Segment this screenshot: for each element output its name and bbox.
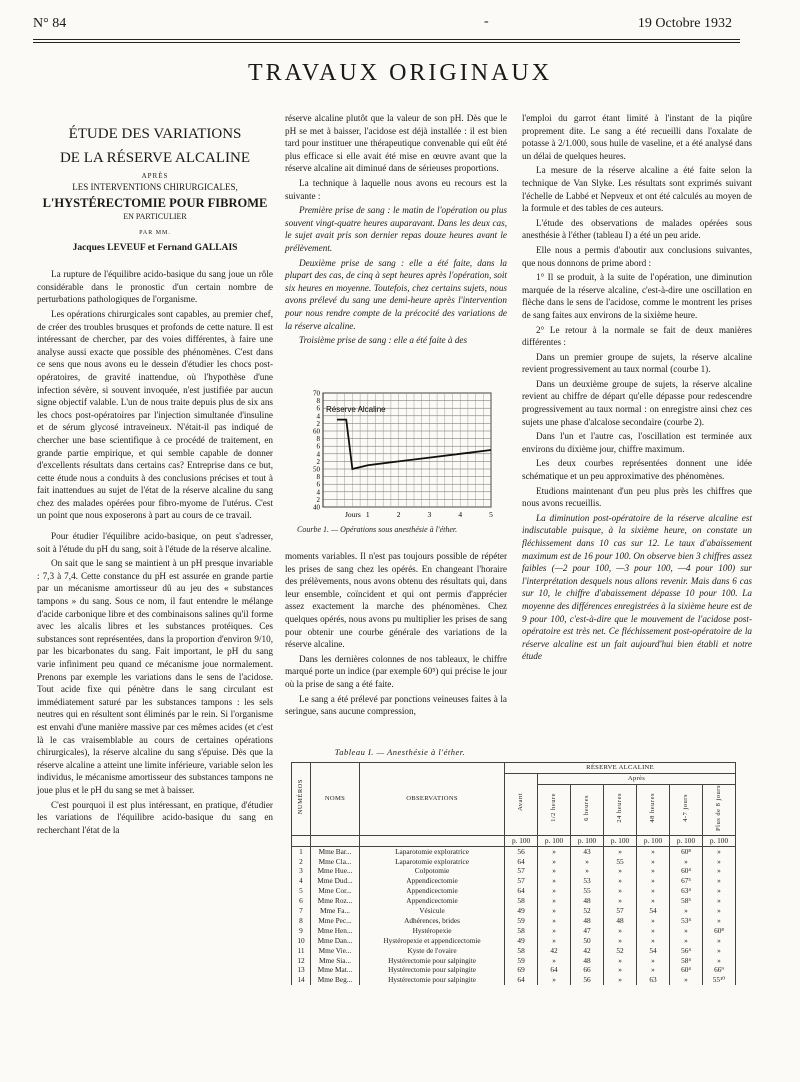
value-cell: 64 — [505, 975, 538, 985]
table-row — [292, 975, 736, 985]
value-cell: » — [637, 866, 670, 876]
col-header-sub: 6 heures — [583, 794, 591, 821]
paragraph: Deuxième prise de sang : elle a été faite, dans la plupart des cas, de cinq à sept heures après l'opération, soit six heures en moyenne. Toutefois, chez certains sujets, nous avons prélevé du sang une demi-heure après l'intervention pour nous rendre compte de la précocité des variations de la réserve alcaline. — [285, 257, 507, 331]
observation: Appendicectomie — [360, 896, 505, 906]
observation: Hystéropexie — [360, 926, 505, 936]
value-cell: 48 — [571, 956, 604, 966]
value-cell: » — [604, 965, 637, 975]
observation: Vésicule — [360, 906, 505, 916]
value-cell: 60⁸ — [702, 926, 735, 936]
patient-name: Mme Hue... — [311, 866, 360, 876]
value-cell: 42 — [538, 946, 571, 956]
value-cell: » — [604, 936, 637, 946]
paragraph: Dans l'un et l'autre cas, l'oscillation est terminée aux environs du dixième jour, chiffre maximum. — [522, 431, 752, 454]
value-cell: 54 — [637, 906, 670, 916]
value-cell: 58 — [505, 946, 538, 956]
observation: Adhérences, brides — [360, 916, 505, 926]
paragraph: La mesure de la réserve alcaline a été faite selon la technique de Van Slyke. Les résultats sont exprimés suivant l'échelle de Labbé et Nepveux et ont été calculés au moyen de la formule et des tables de ces auteurs. — [522, 165, 752, 214]
y-tick-label: 4 — [316, 412, 320, 421]
unit-cell: p. 100 — [702, 835, 735, 846]
article-title-line1: ÉTUDE DES VARIATIONS — [68, 126, 242, 142]
col-header-sub: 4-7 jours — [682, 793, 690, 822]
value-cell: 49 — [505, 906, 538, 916]
patient-name: Mme Bar... — [311, 846, 360, 856]
value-cell: » — [604, 886, 637, 896]
value-cell: » — [702, 857, 735, 867]
x-tick-label: 5 — [489, 510, 493, 519]
paragraph: Troisième prise de sang : elle a été faite à des — [299, 335, 468, 346]
value-cell: » — [637, 886, 670, 896]
value-cell: 63⁴ — [670, 886, 703, 896]
value-cell: 48 — [571, 896, 604, 906]
value-cell: 55¹⁰ — [702, 975, 735, 985]
article-subtitle1: LES INTERVENTIONS CHIRURGICALES, — [72, 182, 238, 192]
row-number: 2 — [292, 857, 311, 867]
value-cell: » — [702, 936, 735, 946]
article-after: APRÈS — [141, 172, 169, 180]
y-tick-label: 4 — [316, 488, 320, 497]
value-cell: » — [538, 857, 571, 867]
data-table — [291, 762, 736, 985]
value-cell: 64 — [505, 857, 538, 867]
value-cell: 58 — [505, 896, 538, 906]
table-row — [292, 857, 736, 867]
row-number: 9 — [292, 926, 311, 936]
value-cell: » — [571, 866, 604, 876]
col-header-numeros: NUMÉROS — [297, 779, 305, 815]
col-header-avant: Avant — [517, 793, 525, 812]
y-tick-label: 70 — [313, 389, 320, 398]
value-cell: » — [702, 876, 735, 886]
value-cell: » — [670, 936, 703, 946]
patient-name: Mme Pec... — [311, 916, 360, 926]
observation: Laparotomie exploratrice — [360, 857, 505, 867]
paragraph: Dans un premier groupe de sujets, la réserve alcaline revient progressivement au taux normal (courbe 1). — [522, 351, 752, 375]
value-cell: » — [702, 866, 735, 876]
y-tick-label: 8 — [316, 473, 320, 482]
value-cell: 59 — [505, 916, 538, 926]
patient-name: Mme Hen... — [311, 926, 360, 936]
value-cell: 54 — [637, 946, 670, 956]
header-rule — [33, 39, 740, 40]
table-row — [292, 896, 736, 906]
patient-name: Mme Cla... — [311, 857, 360, 867]
table-row — [292, 876, 736, 886]
value-cell: » — [604, 846, 637, 856]
value-cell: » — [637, 876, 670, 886]
value-cell: 64 — [505, 886, 538, 896]
paragraph: réserve alcaline plutôt que la valeur de son pH. Dès que le pH se met à baisser, l'acidose est déjà installée : il est bien tard pour instituer une thérapeutique convenable qui eût été plus efficace si elle avait été mise en œuvre avant que la réserve alcaline ait diminué dans de sérieuses proportions. — [285, 113, 507, 174]
article-title-line2: DE LA RÉSERVE ALCALINE — [59, 150, 251, 166]
patient-name: Mme Beg... — [311, 975, 360, 985]
value-cell: 58⁴ — [670, 956, 703, 966]
value-cell: » — [702, 886, 735, 896]
value-cell: » — [702, 946, 735, 956]
header-mark: - — [484, 14, 489, 29]
value-cell: 57 — [505, 876, 538, 886]
value-cell: » — [604, 866, 637, 876]
chart-caption: Courbe 1. — Opérations sous anesthésie à l'éther. — [297, 525, 458, 534]
value-cell: 43 — [571, 846, 604, 856]
paragraph: La diminution post-opératoire de la réserve alcaline est indiscutable puisque, à la sixième heure, on constate un fléchissement dans 10 cas sur 12. Le taux d'abaissement maximum est de 16 pour 100. On observe bien 3 chiffres assez faibles (—2 pour 100, —3 pour 100, —4 pour 100) sur l'interprétation desquels nous allons revenir. Mais dans 6 cas sur 10, le chiffre d'abaissement dépasse 10 pour 100. La moyenne des différences enregistrées à la sixième heure est de 9 pour 100, c'est-à-dire que le mouvement de l'acidose post-opératoire est très net. Ce fléchissement post-opératoire de la réserve alcaline est un fait aujourd'hui bien établi et notre étude — [522, 512, 752, 662]
y-tick-label: 50 — [313, 465, 320, 474]
value-cell: 52 — [604, 946, 637, 956]
value-cell: » — [637, 857, 670, 867]
table-caption: Tableau I. — Anesthésie à l'éther. — [334, 747, 466, 757]
value-cell: » — [538, 956, 571, 966]
patient-name: Mme Dan... — [311, 936, 360, 946]
unit-cell: p. 100 — [571, 835, 604, 846]
value-cell: 57 — [604, 906, 637, 916]
paragraph: Les deux courbes représentées donnent une idée schématique et un peu approximative des phénomènes. — [522, 458, 752, 482]
value-cell: » — [702, 896, 735, 906]
value-cell: 55 — [604, 857, 637, 867]
x-tick-label: 4 — [458, 510, 463, 519]
value-cell: » — [604, 956, 637, 966]
table-row — [292, 965, 736, 975]
table-row — [292, 956, 736, 966]
observation: Appendicectomie — [360, 876, 505, 886]
row-number: 10 — [292, 936, 311, 946]
col-header-sub: 1/2 heure — [550, 793, 558, 823]
unit-cell: p. 100 — [670, 835, 703, 846]
value-cell: 66⁹ — [702, 965, 735, 975]
unit-cell: p. 100 — [505, 835, 538, 846]
value-cell: » — [538, 975, 571, 985]
paragraph: l'emploi du garrot étant limité à l'instant de la piqûre proprement dite. Le sang a été recueilli dans l'oxalate de potasse à 2/1.000, sous huile de vaseline, et a été analysé dans un délai de quelques heures. — [522, 113, 752, 161]
unit-cell: p. 100 — [637, 835, 670, 846]
patient-name: Mme Sia... — [311, 956, 360, 966]
value-cell: » — [604, 926, 637, 936]
value-cell: » — [670, 906, 703, 916]
article-authors: Jacques LEVEUF et Fernand GALLAIS — [72, 242, 238, 253]
article-subtitle3: EN PARTICULIER — [123, 212, 187, 221]
unit-cell: p. 100 — [604, 835, 637, 846]
y-tick-label: 8 — [316, 397, 320, 406]
value-cell: 47 — [571, 926, 604, 936]
column-1 — [37, 120, 273, 838]
value-cell: 52 — [571, 906, 604, 916]
value-cell: » — [702, 846, 735, 856]
value-cell: » — [670, 857, 703, 867]
col-header-sub: 24 heures — [616, 793, 624, 823]
value-cell: » — [637, 926, 670, 936]
value-cell: 48 — [604, 916, 637, 926]
x-tick-label: 1 — [365, 510, 370, 519]
paragraph: On sait que le sang se maintient à un pH presque invariable : 7,3 à 7,4. Cette constance du pH est assurée en grande partie par un mécanisme amortisseur dû au jeu des « substances tampons » du sang. Sous ce nom, il faut entendre le mélange d'acide carbonique libre et des combinaisons salines qu'il forme avec les alcalis libres et les substances protéiques. Ces substances sont représentées, dans la proportion d'environ 9/10, par les bicarbonates du sang. Fait important, le pH du sang varie infiniment peu quand ce mécanisme joue normalement. Prenons par exemple les variations dans le sens de l'acidose. Tout acide fixe qui pénètre dans le sang circulant est immédiatement saturé par les substances tampons : les sels neutres qui en résultent sont éliminés par le rein. Si l'organisme est envahi d'une manière massive par ces mêmes acides (et c'est là le cas vraisemblable au cours de certaines opérations chirurgicales), la réserve alcaline du sang s'épuise. Dès que la réserve alcaline a atteint une limite inférieure, variable selon les individus, le mécanisme amortisseur des substances tampons ne joue plus et le pH du sang se met à baisser. — [37, 558, 273, 795]
section-title: TRAVAUX ORIGINAUX — [247, 60, 553, 86]
paragraph: moments variables. Il n'est pas toujours possible de répéter les prises de sang chez les opérés. En changeant l'horaire des prélèvements, nous avons obtenu des résultats qui, dans leur ensemble, coïncident et qui ont permis d'apprécier assez exactement la marche des phénomènes. Chez quelques opérés, nous avons pu multiplier les prises de sang pour obtenir une courbe générale des variations de la réserve alcaline. — [285, 551, 507, 650]
observation: Colpotomie — [360, 866, 505, 876]
value-cell: » — [637, 956, 670, 966]
value-cell: » — [538, 876, 571, 886]
paragraph: C'est pourquoi il est plus intéressant, en pratique, d'étudier les variations de l'équilibre acido-basique du sang en recherchant l'état de la — [37, 799, 273, 835]
value-cell: 66 — [571, 965, 604, 975]
y-tick-label: 2 — [316, 495, 320, 504]
value-cell: » — [670, 926, 703, 936]
observation: Appendicectomie — [360, 886, 505, 896]
value-cell: » — [637, 896, 670, 906]
table-row — [292, 936, 736, 946]
col-header-reserve: RÉSERVE ALCALINE — [505, 763, 736, 774]
column-3 — [522, 112, 752, 665]
table-row — [292, 906, 736, 916]
paragraph: Dans les dernières colonnes de nos tableaux, le chiffre marqué porte un indice (par exemple 60⁵) qui précise le jour où la prise de sang a été faite. — [285, 653, 507, 689]
observation: Hystéropexie et appendicectomie — [360, 936, 505, 946]
patient-name: Mme Vie... — [311, 946, 360, 956]
value-cell: 69 — [505, 965, 538, 975]
header-rule-2 — [33, 42, 740, 43]
y-tick-label: 6 — [316, 404, 320, 413]
value-cell: 53 — [571, 876, 604, 886]
value-cell: » — [637, 916, 670, 926]
paragraph: 2° Le retour à la normale se fait de deux manières différentes : — [522, 324, 752, 348]
value-cell: » — [702, 956, 735, 966]
value-cell: » — [702, 916, 735, 926]
paragraph: Etudions maintenant d'un peu plus près les chiffres que nous avons recueillis. — [522, 485, 752, 509]
observation: Laparotomie exploratrice — [360, 846, 505, 856]
patient-name: Mme Cor... — [311, 886, 360, 896]
paragraph: La technique à laquelle nous avons eu recours est la suivante : — [285, 177, 507, 201]
value-cell: » — [538, 886, 571, 896]
value-cell: » — [604, 975, 637, 985]
article-subtitle2: L'HYSTÉRECTOMIE POUR FIBROME — [42, 196, 268, 210]
table-row — [292, 846, 736, 856]
value-cell: » — [538, 866, 571, 876]
value-cell: 60⁴ — [670, 866, 703, 876]
patient-name: Mme Roz... — [311, 896, 360, 906]
col-header-sub: 48 heures — [649, 793, 657, 823]
value-cell: » — [538, 916, 571, 926]
row-number: 5 — [292, 886, 311, 896]
paragraph: Dans un deuxième groupe de sujets, la réserve alcaline revient au chiffre de départ qu'elle dépasse pour redescendre progressivement au taux normal : on enregistre ainsi chez ces sujets une phase d'alcalose secondaire (courbe 2). — [522, 378, 752, 427]
row-number: 13 — [292, 965, 311, 975]
table-row — [292, 926, 736, 936]
row-number: 3 — [292, 866, 311, 876]
value-cell: » — [637, 936, 670, 946]
reserve-chart — [285, 387, 505, 522]
y-tick-label: 4 — [316, 450, 320, 459]
value-cell: 50 — [571, 936, 604, 946]
table-row — [292, 886, 736, 896]
table-row — [292, 866, 736, 876]
row-number: 7 — [292, 906, 311, 916]
x-tick-label: 2 — [396, 510, 401, 519]
value-cell: » — [637, 965, 670, 975]
unit-cell: p. 100 — [538, 835, 571, 846]
col-header-sub: Plus de 8 jours — [715, 784, 723, 831]
column-2 — [285, 112, 507, 349]
paragraph: Elle nous a permis d'aboutir aux conclusions suivantes, que nous donnons de prime abord : — [522, 244, 752, 268]
y-tick-label: 60 — [313, 427, 320, 436]
x-axis-label: Jours — [345, 510, 361, 519]
value-cell: » — [538, 936, 571, 946]
value-cell: 53⁴ — [670, 916, 703, 926]
row-number: 6 — [292, 896, 311, 906]
patient-name: Mme Fa... — [311, 906, 360, 916]
observation: Kyste de l'ovaire — [360, 946, 505, 956]
value-cell: 59 — [505, 956, 538, 966]
col-header-noms: NOMS — [311, 763, 360, 836]
value-cell: 60⁴ — [670, 965, 703, 975]
value-cell: » — [604, 876, 637, 886]
paragraph: Le sang a été prélevé par ponctions veineuses faites à la seringue, sans aucune compression, — [285, 693, 507, 717]
observation: Hystérectomie pour salpingite — [360, 965, 505, 975]
value-cell: 56 — [505, 846, 538, 856]
value-cell: » — [538, 846, 571, 856]
y-tick-label: 2 — [316, 457, 320, 466]
value-cell: » — [538, 926, 571, 936]
value-cell: 58⁵ — [670, 896, 703, 906]
value-cell: 56⁴ — [670, 946, 703, 956]
row-number: 14 — [292, 975, 311, 985]
value-cell: 63 — [637, 975, 670, 985]
table-row — [292, 946, 736, 956]
row-number: 4 — [292, 876, 311, 886]
value-cell: 60⁸ — [670, 846, 703, 856]
patient-name: Mme Dud... — [311, 876, 360, 886]
value-cell: » — [538, 906, 571, 916]
x-tick-label: 3 — [427, 510, 432, 519]
row-number: 8 — [292, 916, 311, 926]
article-par: PAR MM. — [139, 230, 171, 236]
row-number: 11 — [292, 946, 311, 956]
paragraph: Première prise de sang : le matin de l'opération ou plus souvent vingt-quatre heures auparavant. Dans les deux cas, le sujet avait pris son dernier repas douze heures avant le prélèvement. — [285, 205, 507, 253]
col-header-observations: OBSERVATIONS — [360, 763, 505, 836]
value-cell: 58 — [505, 926, 538, 936]
row-number: 12 — [292, 956, 311, 966]
value-cell: » — [604, 896, 637, 906]
value-cell: 57 — [505, 866, 538, 876]
value-cell: » — [670, 975, 703, 985]
observation: Hystérectomie pour salpingite — [360, 956, 505, 966]
patient-name: Mme Mat... — [311, 965, 360, 975]
value-cell: 67⁵ — [670, 876, 703, 886]
paragraph: Pour étudier l'équilibre acido-basique, on peut s'adresser, soit à l'étude du pH du sang, soit à l'étude de la réserve alcaline. — [37, 531, 273, 554]
value-cell: 49 — [505, 936, 538, 946]
y-tick-label: 8 — [316, 435, 320, 444]
y-tick-label: 2 — [316, 419, 320, 428]
paragraph: 1° Il se produit, à la suite de l'opération, une diminution marquée de la réserve alcaline, c'est-à-dire une oscillation en flèche dans le sens de l'acidose, comme le montrent les prises de sang faites aux environs de la sixième heure. — [522, 272, 752, 320]
issue-date: 19 Octobre 1932 — [637, 16, 732, 31]
value-cell: 55 — [571, 886, 604, 896]
value-cell: 42 — [571, 946, 604, 956]
row-number: 1 — [292, 846, 311, 856]
paragraph: La rupture de l'équilibre acido-basique du sang joue un rôle considérable dans le pronostic d'un certain nombre de perturbations pathologiques de l'organisme. — [37, 269, 273, 305]
y-tick-label: 6 — [316, 480, 320, 489]
value-cell: » — [702, 906, 735, 916]
value-cell: 64 — [538, 965, 571, 975]
table-row — [292, 916, 736, 926]
col-header-apres: Après — [538, 773, 736, 784]
y-tick-label: 6 — [316, 442, 320, 451]
observation: Hystérectomie pour salpingite — [360, 975, 505, 985]
chart-title: Réserve Alcaline — [326, 405, 386, 415]
value-cell: » — [637, 846, 670, 856]
units-row — [292, 835, 736, 846]
value-cell: » — [571, 857, 604, 867]
column-2-bottom — [285, 550, 507, 720]
value-cell: 48 — [571, 916, 604, 926]
y-tick-label: 40 — [313, 503, 320, 512]
value-cell: » — [538, 896, 571, 906]
paragraph: Les opérations chirurgicales sont capables, au premier chef, de créer des troubles brusques et profonds de cette nature. Il est intéressant de chercher, par des voies différentes, à faire une analyse aussi exacte que possible des phénomènes. C'est dans ce sens que nous avons eu le dessein d'étudier les chocs post-opératoires, de gravité inattendue, où l'hypothèse d'une infection sévère, si souvent invoquée, n'est justifiée par aucun signe objectif valable. L'un de nous traite depuis plus de six ans les chocs post-opératoires par l'injection simultanée d'insuline et de sérum glycosé intraveineux. N'était-il pas indiqué de chercher une base scientifique à ce procédé de traitement, en grande partie empirique, et qui semble capable de donner d'excellents résultats dans certains cas? Entreprise dans ce but, cette étude nous a conduits à des conclusions précises et tout à fait inattendues au sujet de l'état de la réserve alcaline du sang chez des malades opérées pour fibro-myome de l'utérus. C'est un point que nous exposerons à part au cours de ce travail. — [37, 308, 273, 521]
paragraph: L'étude des observations de malades opérées sous anesthésie à l'éther (tableau I) a été un peu aride. — [522, 217, 752, 241]
value-cell: 56 — [571, 975, 604, 985]
issue-number: N° 84 — [33, 16, 67, 31]
